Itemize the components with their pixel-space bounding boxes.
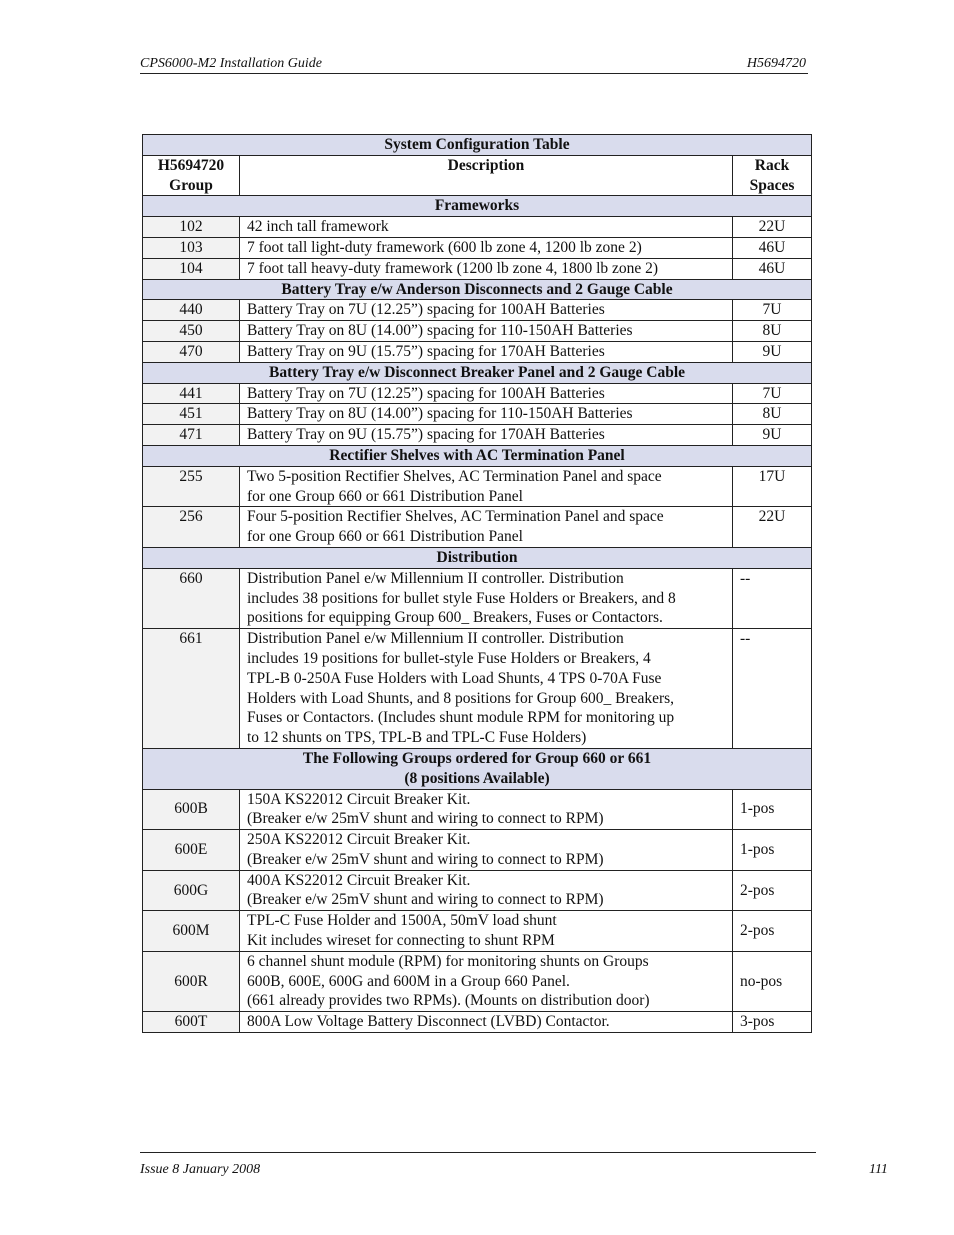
- table-row: [143, 629, 812, 749]
- table-row: [143, 237, 812, 258]
- rack-spaces: 46U: [733, 237, 812, 258]
- group-number: 441: [143, 383, 240, 404]
- description: [240, 425, 733, 446]
- group-number: 450: [143, 321, 240, 342]
- col-header-rack-line: Spaces: [749, 176, 795, 194]
- table-row: [143, 911, 812, 952]
- description-line: Fuses or Contactors. (Includes shunt module RPM for monitoring up: [247, 709, 675, 727]
- table-row: [143, 870, 812, 911]
- section-title: [143, 279, 812, 300]
- description-line: Distribution Panel e/w Millennium II controller. Distribution: [247, 569, 624, 587]
- description: [240, 258, 733, 279]
- group-number: 660: [143, 568, 240, 628]
- description-line: 800A Low Voltage Battery Disconnect (LVBD) Contactor.: [247, 1013, 610, 1031]
- group-number: 600E: [143, 830, 240, 871]
- table-title: System Configuration Table: [143, 135, 812, 156]
- description: [240, 321, 733, 342]
- page-header: [140, 56, 808, 74]
- table-row: [143, 466, 812, 507]
- header-doc-number: H5694720: [746, 56, 806, 71]
- description-line: positions for equipping Group 600_ Breakers, Fuses or Contactors.: [247, 609, 663, 627]
- description-line: TPL-B 0-250A Fuse Holders with Load Shunts, 4 TPS 0-70A Fuse: [247, 669, 662, 687]
- description-line: 600B, 600E, 600G and 600M in a Group 660 Panel.: [247, 972, 570, 990]
- group-number: 600M: [143, 911, 240, 952]
- group-number: 600B: [143, 789, 240, 830]
- description: [240, 870, 733, 911]
- group-number: 451: [143, 404, 240, 425]
- col-header-description: Description: [240, 155, 733, 196]
- description-line: Distribution Panel e/w Millennium II controller. Distribution: [247, 630, 624, 648]
- group-number: 256: [143, 507, 240, 548]
- description-line: 400A KS22012 Circuit Breaker Kit.: [247, 871, 471, 889]
- table-row: [143, 404, 812, 425]
- rack-spaces: 1-pos: [733, 830, 812, 871]
- section-title-line: Frameworks: [434, 197, 520, 215]
- rack-spaces: 17U: [733, 466, 812, 507]
- table-row: [143, 830, 812, 871]
- table-row: [143, 568, 812, 628]
- group-number: 600T: [143, 1012, 240, 1033]
- group-number: 440: [143, 300, 240, 321]
- section-title: [143, 196, 812, 217]
- section-title: [143, 748, 812, 789]
- description-line: for one Group 660 or 661 Distribution Panel: [247, 487, 523, 505]
- rack-spaces: 2-pos: [733, 870, 812, 911]
- group-number: 102: [143, 217, 240, 238]
- description: [240, 1012, 733, 1033]
- section-title-line: (8 positions Available): [404, 769, 550, 787]
- col-header-group: [143, 155, 240, 196]
- section-title-line: Rectifier Shelves with AC Termination Panel: [329, 446, 625, 464]
- description: [240, 404, 733, 425]
- description-line: Kit includes wireset for connecting to shunt RPM: [247, 932, 555, 950]
- description-line: Battery Tray on 9U (15.75”) spacing for 170AH Batteries: [247, 426, 605, 444]
- description-line: Four 5-position Rectifier Shelves, AC Termination Panel and space: [247, 508, 664, 526]
- section-title: [143, 547, 812, 568]
- group-number: 470: [143, 341, 240, 362]
- table-row: [143, 1012, 812, 1033]
- col-header-group-line: Group: [169, 176, 213, 194]
- table-row: [143, 383, 812, 404]
- description-line: 42 inch tall framework: [247, 218, 389, 236]
- col-header-rack-line: Rack: [754, 156, 790, 174]
- description: [240, 466, 733, 507]
- description: [240, 217, 733, 238]
- description: [240, 951, 733, 1011]
- footer-page-number: 111: [869, 1162, 888, 1177]
- rack-spaces: 8U: [733, 404, 812, 425]
- rack-spaces: 9U: [733, 425, 812, 446]
- description: [240, 383, 733, 404]
- table-row: [143, 507, 812, 548]
- system-configuration-table: [142, 134, 812, 1033]
- description-line: 6 channel shunt module (RPM) for monitoring shunts on Groups: [247, 952, 649, 970]
- group-number: 661: [143, 629, 240, 749]
- rack-spaces: 22U: [733, 507, 812, 548]
- section-title-line: Battery Tray e/w Disconnect Breaker Panel and 2 Gauge Cable: [268, 363, 686, 381]
- description-line: 250A KS22012 Circuit Breaker Kit.: [247, 831, 471, 849]
- table-row: [143, 300, 812, 321]
- section-header-row: [143, 362, 812, 383]
- rack-spaces: 7U: [733, 300, 812, 321]
- description-line: Battery Tray on 7U (12.25”) spacing for 100AH Batteries: [247, 301, 605, 319]
- section-title: [143, 362, 812, 383]
- table-row: [143, 321, 812, 342]
- description: [240, 237, 733, 258]
- footer-issue-date: Issue 8 January 2008: [140, 1162, 261, 1177]
- description: [240, 507, 733, 548]
- table-row: [143, 341, 812, 362]
- rack-spaces: 1-pos: [733, 789, 812, 830]
- rack-spaces: 22U: [733, 217, 812, 238]
- group-number: 471: [143, 425, 240, 446]
- description: [240, 789, 733, 830]
- description-line: includes 19 positions for bullet-style Fuse Holders or Breakers, 4: [247, 649, 651, 667]
- description-line: (Breaker e/w 25mV shunt and wiring to connect to RPM): [247, 850, 604, 868]
- description-line: to 12 shunts on TPS, TPL-B and TPL-C Fuse Holders): [247, 729, 587, 747]
- description-line: (Breaker e/w 25mV shunt and wiring to connect to RPM): [247, 891, 604, 909]
- description-line: for one Group 660 or 661 Distribution Panel: [247, 528, 523, 546]
- description-line: Battery Tray on 9U (15.75”) spacing for 170AH Batteries: [247, 342, 605, 360]
- section-header-row: [143, 445, 812, 466]
- description: [240, 341, 733, 362]
- rack-spaces: --: [733, 629, 812, 749]
- description-line: (661 already provides two RPMs). (Mounts on distribution door): [247, 992, 650, 1010]
- group-number: 103: [143, 237, 240, 258]
- table-row: [143, 217, 812, 238]
- description: [240, 830, 733, 871]
- rack-spaces: 8U: [733, 321, 812, 342]
- section-header-row: [143, 547, 812, 568]
- group-number: 255: [143, 466, 240, 507]
- col-header-rack-spaces: [733, 155, 812, 196]
- section-header-row: [143, 196, 812, 217]
- rack-spaces: 3-pos: [733, 1012, 812, 1033]
- description: [240, 300, 733, 321]
- rack-spaces: 7U: [733, 383, 812, 404]
- table-row: [143, 258, 812, 279]
- description-line: (Breaker e/w 25mV shunt and wiring to connect to RPM): [247, 810, 604, 828]
- description-line: includes 38 positions for bullet style Fuse Holders or Breakers, and 8: [247, 589, 676, 607]
- rack-spaces: --: [733, 568, 812, 628]
- group-number: 600G: [143, 870, 240, 911]
- rack-spaces: 9U: [733, 341, 812, 362]
- description-line: Two 5-position Rectifier Shelves, AC Termination Panel and space: [247, 467, 662, 485]
- description-line: Battery Tray on 8U (14.00”) spacing for 110-150AH Batteries: [247, 405, 633, 423]
- section-title-line: The Following Groups ordered for Group 660 or 661: [302, 749, 652, 767]
- group-number: 600R: [143, 951, 240, 1011]
- col-header-group-line: H5694720: [157, 156, 225, 174]
- section-title-line: Distribution: [436, 548, 518, 566]
- description-line: Battery Tray on 8U (14.00”) spacing for 110-150AH Batteries: [247, 322, 633, 340]
- column-header-row: [143, 155, 812, 196]
- description: [240, 911, 733, 952]
- description: [240, 629, 733, 749]
- description-line: TPL-C Fuse Holder and 1500A, 50mV load shunt: [247, 912, 557, 930]
- rack-spaces: 2-pos: [733, 911, 812, 952]
- header-doc-title: CPS6000-M2 Installation Guide: [140, 56, 322, 71]
- description-line: 7 foot tall heavy-duty framework (1200 lb zone 4, 1800 lb zone 2): [247, 259, 659, 277]
- rack-spaces: no-pos: [733, 951, 812, 1011]
- section-header-row: [143, 748, 812, 789]
- description-line: Holders with Load Shunts, and 8 positions for Group 600_ Breakers,: [247, 689, 675, 707]
- group-number: 104: [143, 258, 240, 279]
- section-title: [143, 445, 812, 466]
- description-line: 150A KS22012 Circuit Breaker Kit.: [247, 790, 471, 808]
- table-title-row: [143, 135, 812, 156]
- table-row: [143, 951, 812, 1011]
- table-row: [143, 425, 812, 446]
- section-header-row: [143, 279, 812, 300]
- rack-spaces: 46U: [733, 258, 812, 279]
- description-line: 7 foot tall light-duty framework (600 lb zone 4, 1200 lb zone 2): [247, 238, 642, 256]
- description: [240, 568, 733, 628]
- table-body: [143, 196, 812, 1033]
- description-line: Battery Tray on 7U (12.25”) spacing for 100AH Batteries: [247, 384, 605, 402]
- table-row: [143, 789, 812, 830]
- section-title-line: Battery Tray e/w Anderson Disconnects and 2 Gauge Cable: [281, 280, 673, 298]
- page-footer: [140, 1152, 888, 1177]
